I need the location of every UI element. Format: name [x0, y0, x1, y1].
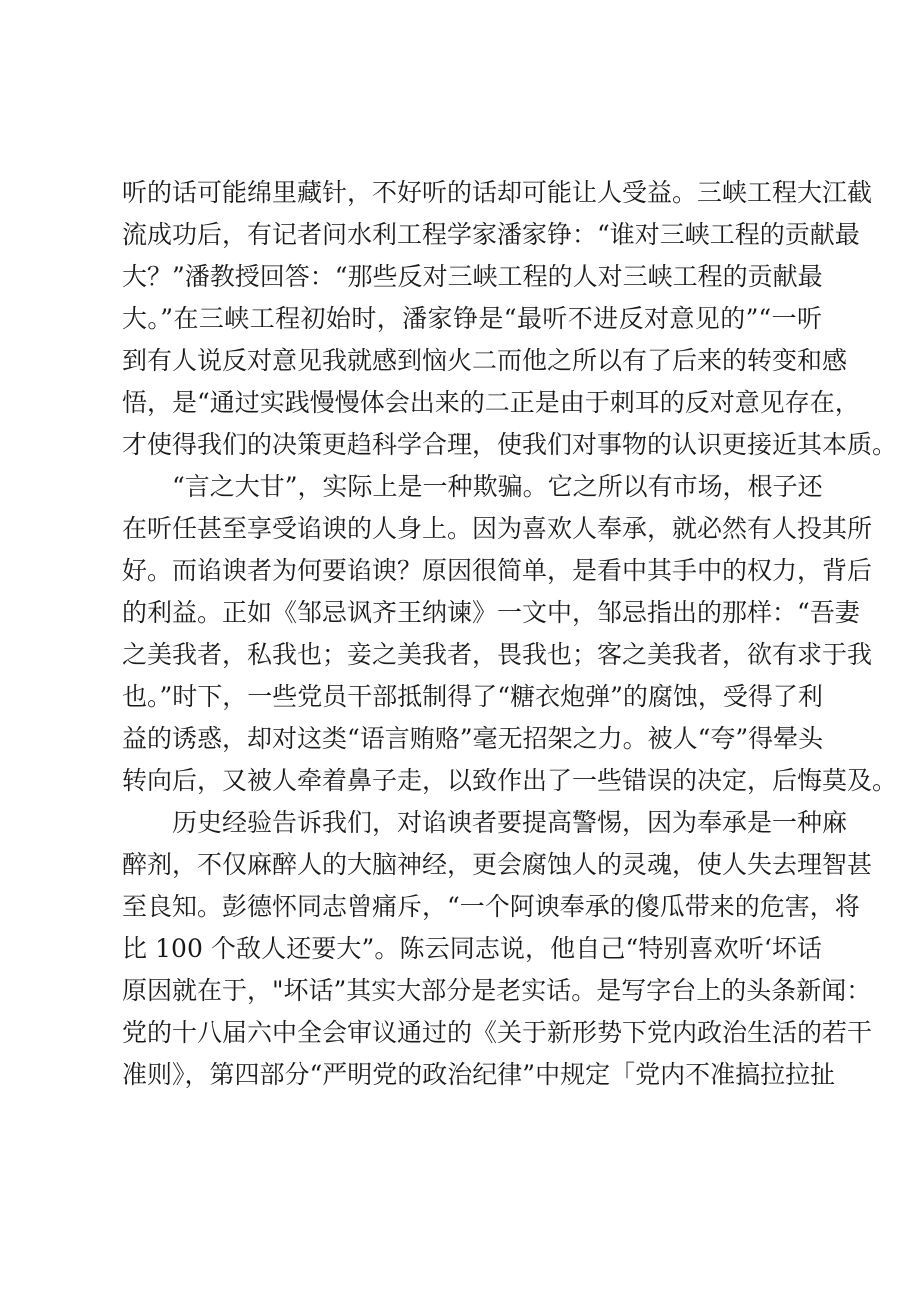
- paragraph-2-line-6: 也。”时下，一些党员干部抵制得了“糖衣炮弹”的腐蚀，受得了利: [122, 682, 823, 711]
- paragraph-3-line-7: 准则》，第四部分“严明党的政治纪律”中规定「党内不准搞拉拉扯: [122, 1060, 836, 1089]
- paragraph-3-line-5: 原因就在于，"坏话”其实大部分是老实话。是写字台上的头条新闻：: [122, 976, 872, 1005]
- paragraph-2-line-1: “言之大甘”，实际上是一种欺骗。它之所以有市场，根子还: [172, 472, 823, 501]
- paragraph-2-line-5: 之美我者，私我也；妾之美我者，畏我也；客之美我者，欲有求于我: [122, 640, 873, 669]
- paragraph-2-line-7: 益的诱惑，却对这类“语言贿赂”毫无招架之力。被人“夸”得晕头: [122, 724, 824, 753]
- paragraph-1-line-6: 悟，是“通过实践慢慢体会出来的二正是由于刺耳的反对意见存在，: [122, 388, 860, 417]
- paragraph-1-line-7: 才使得我们的决策更趋科学合理，使我们对事物的认识更接近其本质。: [122, 430, 898, 459]
- paragraph-2-line-2: 在听任甚至享受谄谀的人身上。因为喜欢人奉承，就必然有人投其所: [122, 514, 873, 543]
- paragraph-3-line-2: 醉剂，不仅麻醉人的大脑神经，更会腐蚀人的灵魂，使人失去理智甚: [122, 850, 873, 879]
- paragraph-3-line-1: 历史经验告诉我们，对谄谀者要提高警惕，因为奉承是一种麻: [172, 808, 848, 837]
- document-body: [122, 172, 898, 1096]
- paragraph-1-line-5: 到有人说反对意见我就感到恼火二而他之所以有了后来的转变和感: [122, 346, 848, 375]
- paragraph-2-line-4: 的利益。正如《邹忌讽齐王纳谏》一文中，邹忌指出的那样：“吾妻: [122, 598, 860, 627]
- paragraph-1-line-3: 大？”潘教授回答：“那些反对三峡工程的人对三峡工程的贡献最: [122, 262, 823, 291]
- paragraph-3-line-3: 至良知。彭德怀同志曾痛斥，“一个阿谀奉承的傻瓜带来的危害，将: [122, 892, 860, 921]
- paragraph-2-line-3: 好。而谄谀者为何要谄谀？原因很简单，是看中其手中的权力，背后: [122, 556, 873, 585]
- paragraph-1-line-2: 流成功后，有记者问水利工程学家潘家铮：“谁对三峡工程的贡献最: [122, 220, 860, 249]
- paragraph-1-line-1: 听的话可能绵里藏针，不好听的话却可能让人受益。三峡工程大江截: [122, 178, 873, 207]
- paragraph-3-line-6: 党的十八届六中全会审议通过的《关于新形势下党内政治生活的若干: [122, 1018, 873, 1047]
- paragraph-1-line-4: 大。”在三峡工程初始时，潘家铮是“最听不进反对意见的”“一听: [122, 304, 822, 333]
- paragraph-3-line-4: 比 100 个敌人还要大”。陈云同志说，他自己“特别喜欢听‘坏话: [122, 934, 822, 963]
- paragraph-2-line-8: 转向后，又被人牵着鼻子走，以致作出了一些错误的决定，后悔莫及。: [122, 766, 898, 795]
